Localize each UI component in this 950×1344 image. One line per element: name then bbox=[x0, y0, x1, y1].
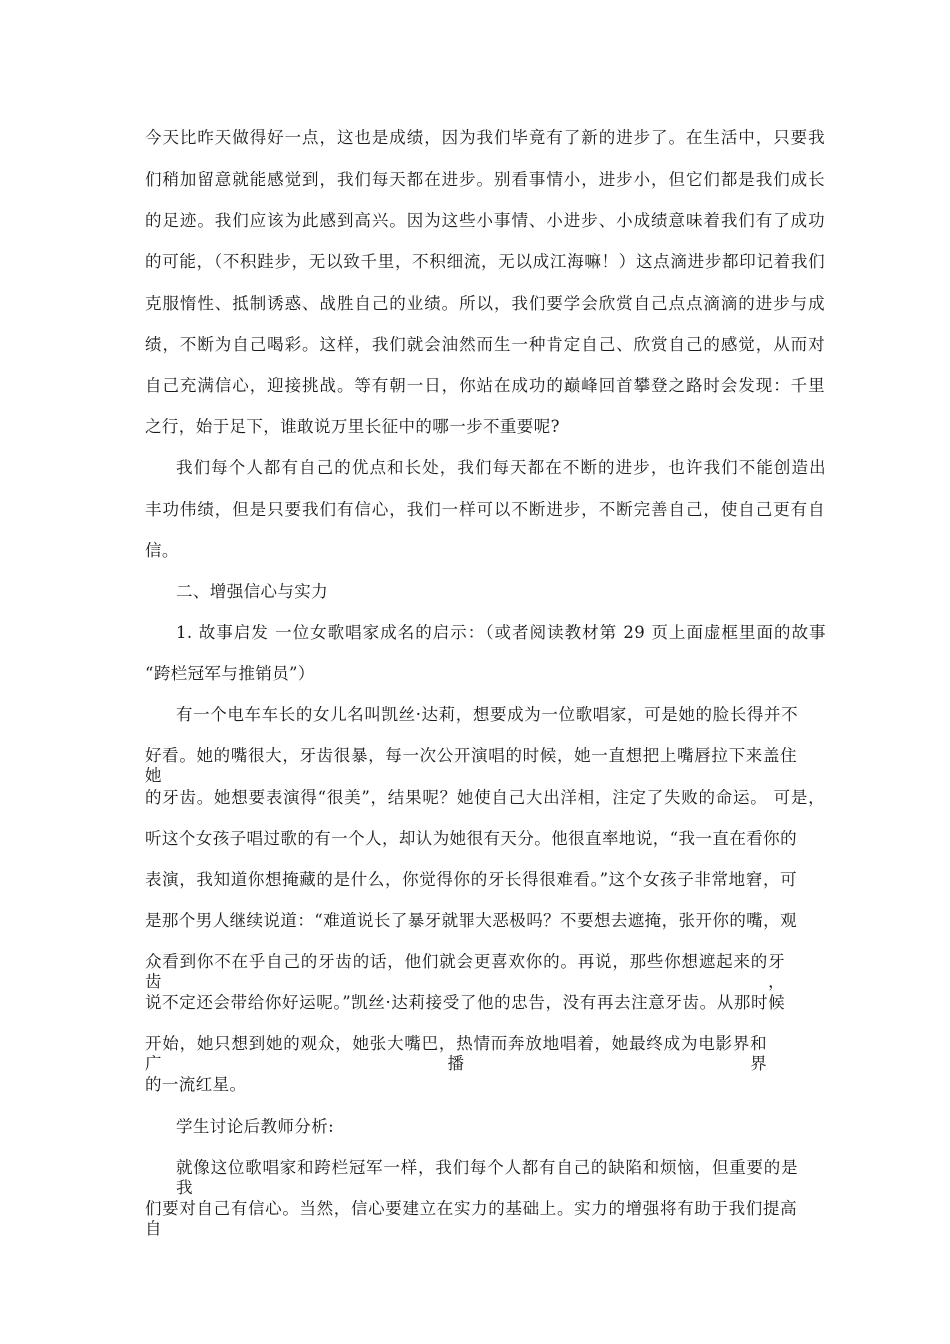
text-line: 开始，她只想到她的观众，她张大嘴巴，热情而奔放地唱着，她最终成为电影界和广播界 bbox=[145, 1034, 767, 1073]
text-line: 的一流红星。 bbox=[145, 1075, 247, 1094]
text-line: 听这个女孩子唱过歌的有一个人，却认为她很有天分。他很直率地说，“我一直在看你的 bbox=[145, 829, 797, 848]
text-line: 的足迹。我们应该为此感到高兴。因为这些小事情、小进步、小成绩意味着我们有了成功 bbox=[145, 211, 825, 230]
text-line: 丰功伟绩，但是只要我们有信心，我们一样可以不断进步，不断完善自己，使自己更有自 bbox=[145, 500, 825, 519]
text-line: 是那个男人继续说道：“难道说长了暴牙就罪大恶极吗？不要想去遮掩，张开你的嘴，观 bbox=[145, 911, 797, 930]
text-line: 说不定还会带给你好运呢。”凯丝·达莉接受了他的忠告，没有再去注意牙齿。从那时候 bbox=[145, 993, 785, 1012]
text-line: 自己充满信心，迎接挑战。等有朝一日，你站在成功的巅峰回首攀登之路时会发现：千里 bbox=[145, 376, 825, 395]
text-line: 们稍加留意就能感觉到，我们每天都在进步。别看事情小，进步小，但它们都是我们成长 bbox=[145, 170, 825, 189]
section-heading: 二、增强信心与实力 bbox=[176, 582, 329, 601]
text-line: 绩，不断为自己喝彩。这样，我们就会油然而生一种肯定自己、欣赏自己的感觉，从而对 bbox=[145, 335, 825, 354]
text-line: 好看。她的嘴很大，牙齿很暴，每一次公开演唱的时候，她一直想把上嘴唇拉下来盖住她 bbox=[145, 746, 797, 785]
section-heading: 学生讨论后教师分析: bbox=[176, 1117, 335, 1136]
text-line: “跨栏冠军与推销员”） bbox=[145, 664, 315, 683]
text-line: 之行，始于足下，谁敢说万里长征中的哪一步不重要呢? bbox=[145, 417, 560, 436]
text-line: 的可能，（不积跬步，无以致千里，不积细流，无以成江海嘛！）这点滴进步都印记着我们 bbox=[145, 252, 825, 271]
text-line: 今天比昨天做得好一点，这也是成绩，因为我们毕竟有了新的进步了。在生活中，只要我 bbox=[145, 128, 825, 147]
text-line: 众看到你不在乎自己的牙齿的话，他们就会更喜欢你的。再说，那些你想遮起来的牙齿， bbox=[145, 952, 785, 991]
paragraph-first-line: 就像这位歌唱家和跨栏冠军一样，我们每个人都有自己的缺陷和烦恼，但重要的是我 bbox=[176, 1158, 798, 1197]
paragraph-first-line: 我们每个人都有自己的优点和长处，我们每天都在不断的进步，也许我们不能创造出 bbox=[176, 458, 826, 477]
paragraph-first-line: 有一个电车车长的女儿名叫凯丝·达莉，想要成为一位歌唱家，可是她的脸长得并不 bbox=[176, 705, 798, 724]
paragraph-first-line: 1. 故事启发 一位女歌唱家成名的启示：（或者阅读教材第 29 页上面虚框里面的故事 bbox=[176, 623, 826, 642]
text-line: 克服惰性、抵制诱惑、战胜自己的业绩。所以，我们要学会欣赏自己点点滴滴的进步与成 bbox=[145, 294, 825, 313]
text-line: 们要对自己有信心。当然，信心要建立在实力的基础上。实力的增强将有助于我们提高自 bbox=[145, 1199, 797, 1238]
text-line: 信。 bbox=[145, 541, 179, 560]
text-line: 的牙齿。她想要表演得“很美”，结果呢？她使自己大出洋相，注定了失败的命运。 可是， bbox=[145, 788, 825, 807]
text-line: 表演，我知道你想掩藏的是什么，你觉得你的牙长得很难看。”这个女孩子非常地窘，可 bbox=[145, 870, 797, 889]
